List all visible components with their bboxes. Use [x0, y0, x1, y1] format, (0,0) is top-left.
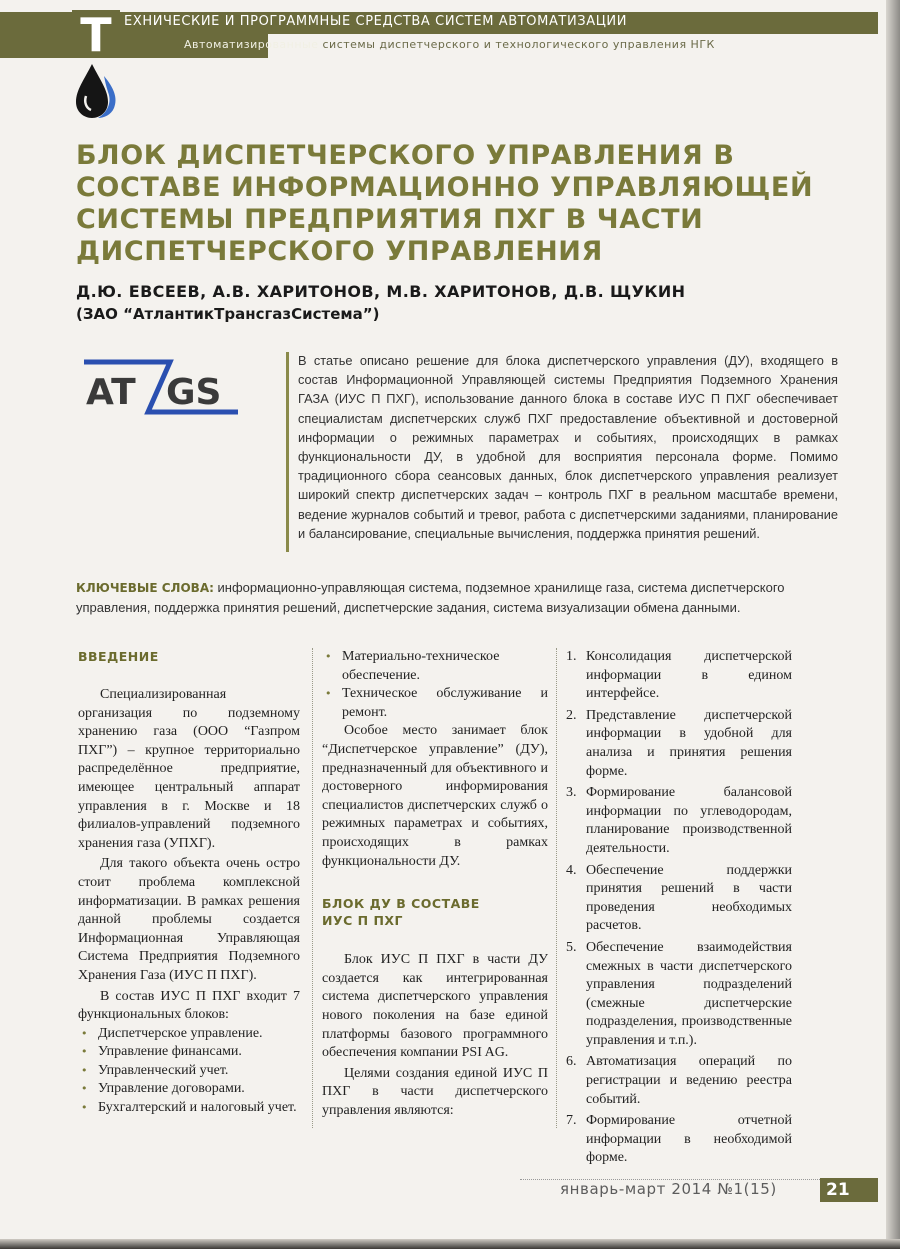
list-item: • Управление финансами.: [81, 1044, 242, 1060]
du-block-paragraph-1: Блок ИУС П ПХГ в части ДУ создается как интегрированная система диспетчерского управления нового поколения на базе единой платформы базового программного обеспечения компании PSI AG.: [322, 952, 548, 1061]
list-item: 5. Обеспечение взаимодействия смежных в части диспетчерского управления подразделений (смежные диспетчерские подразделения, производственные управления и т.п.).: [566, 939, 792, 1048]
section-heading-intro: ВВЕДЕНИЕ: [78, 649, 159, 664]
column-1: [78, 648, 300, 1118]
header-section-title: ЕХНИЧЕСКИЕ И ПРОГРАММНЫЕ СРЕДСТВА СИСТЕМ АВТОМАТИЗАЦИИ: [124, 14, 628, 29]
header-subtitle-part1: Автоматизированные: [184, 38, 319, 51]
intro-paragraph-1: Специализированная организация по подземному хранению газа (ООО “Газпром ПХГ”) – крупное территориально распределённое предприятие, имеющее центральный аппарат управления в г. Москве и 18 филиалов-управлений подземного хранения газа (УПХГ).: [78, 687, 300, 851]
list-item: • Диспетчерское управление.: [81, 1025, 263, 1041]
logo-text-right: GS: [166, 372, 222, 413]
logo-text-left: AT: [86, 372, 136, 413]
header-section-subtitle: [184, 38, 715, 56]
abstract-accent-bar: [286, 352, 289, 552]
page-number: 21: [820, 1178, 878, 1202]
blocks-list-continued: [322, 648, 548, 722]
header-subtitle-part2: системы диспетчерского и технологического управления НГК: [318, 38, 715, 51]
list-item: • Управление договорами.: [81, 1081, 245, 1097]
article-title: БЛОК ДИСПЕТЧЕРСКОГО УПРАВЛЕНИЯ В СОСТАВЕ ИНФОРМАЦИОННО УПРАВЛЯЮЩЕЙ СИСТЕМЫ ПРЕДПРИЯТИЯ ПХГ В ЧАСТИ ДИСПЕТЧЕРСКОГО УПРАВЛЕНИЯ: [76, 140, 814, 267]
page-edge-shadow: [886, 0, 900, 1249]
blocks-list: [78, 1025, 300, 1118]
column-divider: [312, 648, 313, 1128]
list-item: • Материально-техническое обеспечение.: [325, 649, 500, 683]
du-paragraph: Особое место занимает блок “Диспетчерское управление” (ДУ), предназначенный для объективного и достоверного информирования специалистов диспетчерских служб о режимных параметрах и событиях, происходящих в рамках функциональности ДУ.: [322, 723, 548, 869]
list-item: • Бухгалтерский и налоговый учет.: [81, 1100, 297, 1116]
keywords-text: информационно-управляющая система, подземное хранилище газа, система диспетчерского управления, поддержка принятия решений, диспетчерские задания, система визуализации обмена данными.: [76, 580, 785, 615]
header-initial-letter: Т: [72, 10, 120, 58]
intro-paragraph-3: В состав ИУС П ПХГ входит 7 функциональных блоков:: [78, 988, 300, 1023]
list-item: 2. Представление диспетчерской информации в удобной для анализа и принятия решения форме.: [566, 707, 792, 779]
column-2: [322, 648, 548, 1120]
article-authors: Д.Ю. ЕВСЕЕВ, А.В. ХАРИТОНОВ, М.В. ХАРИТОНОВ, Д.В. ЩУКИН: [76, 282, 686, 301]
atgs-logo-graphic: [74, 350, 244, 426]
list-item: 7. Формирование отчетной информации в необходимой форме.: [566, 1113, 792, 1166]
keywords-label: КЛЮЧЕВЫЕ СЛОВА:: [76, 581, 214, 595]
column-divider: [556, 648, 557, 1128]
list-item: 3. Формирование балансовой информации по углеводородам, планирование производственной деятельности.: [566, 785, 792, 856]
keywords: [76, 578, 846, 617]
article-affiliation: (ЗАО “АтлантикТрансгазСистема”): [76, 305, 380, 323]
column-3: [566, 648, 792, 1171]
list-item: 4. Обеспечение поддержки принятия решений в части проведения необходимых расчетов.: [566, 862, 792, 934]
list-item: • Управленческий учет.: [81, 1062, 229, 1078]
list-item: • Техническое обслуживание и ремонт.: [325, 686, 548, 720]
list-item: 6. Автоматизация операций по регистрации и ведению реестра событий.: [566, 1054, 792, 1107]
du-block-paragraph-2: Целями создания единой ИУС П ПХГ в части диспетчерского управления являются:: [322, 1065, 548, 1118]
page-bottom-shadow: [0, 1239, 900, 1249]
footer-issue: январь-март 2014 №1(15): [560, 1180, 777, 1198]
list-item: 1. Консолидация диспетчерской информации в едином интерфейсе.: [566, 649, 792, 702]
article-abstract: В статье описано решение для блока диспетчерского управления (ДУ), входящего в состав Информационной Управляющей системы Предприятия Подземного Хранения ГАЗА (ИУС П ПХГ), использование данного блока в составе ИУС П ПХГ обеспечивает специалистам диспетчерских служб ПХГ предоставление объективной и достоверной информации о режимных параметрах и событиях, происходящих в рамках функциональности ДУ, в удобной для восприятия персонала форме. Помимо традиционного сбора сеансовых данных, блок диспетчерского управления реализует широкий спектр диспетчерских задач – контроль ПХГ в реальном масштабе времени, ведение журналов событий и тревог, работа с диспетчерскими заданиями, планирование и балансирование, специальные вычисления, поддержка принятия решений.: [298, 353, 838, 541]
header-band-left: [0, 12, 72, 58]
intro-paragraph-2: Для такого объекта очень остро стоит проблема комплексной информатизации. В рамках решения данной проблемы создается Информационная Управляющая Система Предприятия Подземного Хранения Газа (ИУС П ПХГ).: [78, 856, 300, 983]
atgs-logo: [74, 350, 244, 426]
goals-list: [566, 648, 792, 1168]
section-heading-du-block: БЛОК ДУ В СОСТАВЕ ИУС П ПХГ: [322, 896, 480, 929]
oil-drop-icon: [74, 62, 118, 120]
